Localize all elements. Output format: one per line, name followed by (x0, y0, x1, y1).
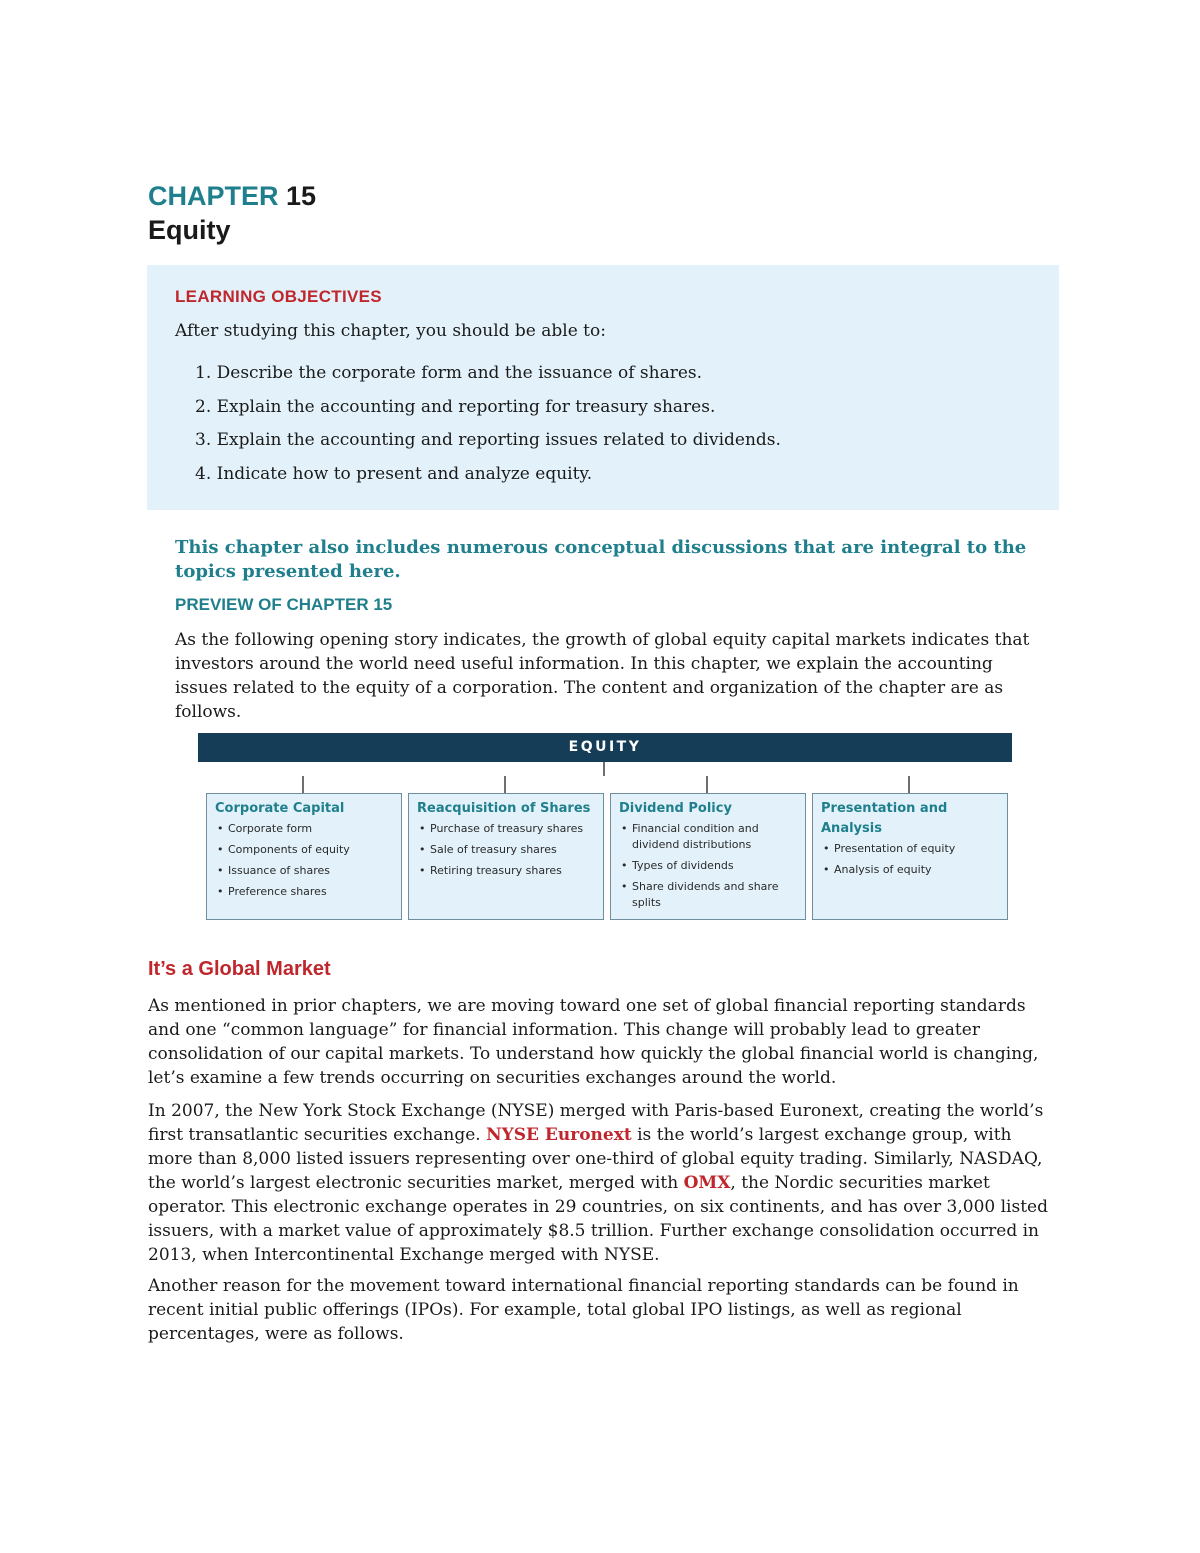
highlight-omx: OMX (683, 1173, 731, 1193)
connector-line (908, 776, 910, 793)
org-box-item: • Corporate form (215, 821, 393, 837)
paragraph-text: , the Nordic securities market operator. This electronic exchange operates in 29 countries, on six continents, and has over 3,000 listed issuers, with a market value of approximately $8.5 trillion. Further exchange consolidation occurred in 2013, when Intercontinental Exchange merged with NYSE. (148, 1173, 1048, 1265)
org-box-item: • Retiring treasury shares (417, 863, 595, 879)
chapter-heading (148, 180, 316, 246)
chapter-title: Equity (148, 215, 231, 245)
org-box-reacquisition-of-shares (408, 793, 604, 920)
paragraph-ipos: Another reason for the movement toward international financial reporting standards can be found in recent initial public offerings (IPOs). For example, total global IPO listings, as well as regional percentages, were as follows. (148, 1276, 1019, 1344)
objective-item: 3. Explain the accounting and reporting issues related to dividends. (195, 430, 781, 450)
org-box-item: • Presentation of equity (821, 841, 999, 857)
org-box-title: Reacquisition of Shares (417, 801, 591, 816)
org-box-list (215, 821, 393, 900)
org-box-item: • Share dividends and share splits (619, 879, 797, 911)
paragraph-text: is the world’s largest exchange group, with more than 8,000 listed issuers representing over one-third of global equity trading. Similarly, NASDAQ, the world’s largest electronic securities market, merged with (148, 1125, 1043, 1193)
org-box-item: • Preference shares (215, 884, 393, 900)
preview-heading: PREVIEW OF CHAPTER 15 (175, 595, 393, 614)
section-heading-global-market: It’s a Global Market (148, 958, 331, 980)
org-box-title: Corporate Capital (215, 801, 345, 816)
learning-objectives-box (147, 265, 1059, 510)
connector-line (302, 776, 304, 793)
learning-objectives-heading: LEARNING OBJECTIVES (175, 287, 382, 306)
org-box-item: • Types of dividends (619, 858, 797, 874)
learning-objectives-intro: After studying this chapter, you should be able to: (175, 321, 606, 341)
objective-item: 4. Indicate how to present and analyze equity. (195, 463, 593, 484)
chapter-label-line (148, 180, 316, 212)
org-box-list (821, 841, 999, 878)
org-box-title: Dividend Policy (619, 801, 732, 816)
org-box-title: Presentation and Analysis (821, 801, 948, 836)
org-box-item: • Analysis of equity (821, 862, 999, 878)
objective-item: 1. Describe the corporate form and the issuance of shares. (195, 363, 703, 383)
org-box-corporate-capital (206, 793, 402, 920)
chapter-label: CHAPTER (148, 181, 279, 211)
org-box-item: • Financial condition and dividend distributions (619, 821, 797, 853)
objective-item: 2. Explain the accounting and reporting for treasury shares. (195, 396, 716, 417)
chapter-number: 15 (286, 181, 317, 211)
org-box-list (619, 821, 797, 911)
org-chart-top-node: EQUITY (198, 733, 1012, 762)
highlight-nyse-euronext: NYSE Euronext (486, 1125, 632, 1145)
org-box-dividend-policy (610, 793, 806, 920)
paragraph-exchanges (148, 1099, 1058, 1267)
org-box-list (417, 821, 595, 879)
paragraph-intro: As mentioned in prior chapters, we are moving toward one set of global financial reporting standards and one “common language” for financial information. This change will probably lead to greater consolidation of our capital markets. To understand how quickly the global financial world is changing, let’s examine a few trends occurring on securities exchanges around the world. (148, 996, 1039, 1088)
connector-line (603, 762, 605, 776)
org-box-item: • Components of equity (215, 842, 393, 858)
paragraph-text: In 2007, the New York Stock Exchange (NYSE) merged with Paris-based Euronext, creating the world’s first transatlantic securities exchange. (148, 1101, 1044, 1145)
learning-objectives-list (175, 362, 1031, 485)
connector-line (706, 776, 708, 793)
org-box-item: • Sale of treasury shares (417, 842, 595, 858)
concept-note: This chapter also includes numerous conceptual discussions that are integral to the topics presented here. (175, 537, 1027, 582)
org-box-item: • Issuance of shares (215, 863, 393, 879)
chapter-organization-chart (196, 733, 1014, 921)
org-box-item: • Purchase of treasury shares (417, 821, 595, 837)
connector-line (504, 776, 506, 793)
preview-text: As the following opening story indicates, the growth of global equity capital markets indicates that investors around the world need useful information. In this chapter, we explain the accounting issues related to the equity of a corporation. The content and organization of the chapter are as follows. (175, 630, 1030, 722)
org-box-presentation-and-analysis (812, 793, 1008, 920)
